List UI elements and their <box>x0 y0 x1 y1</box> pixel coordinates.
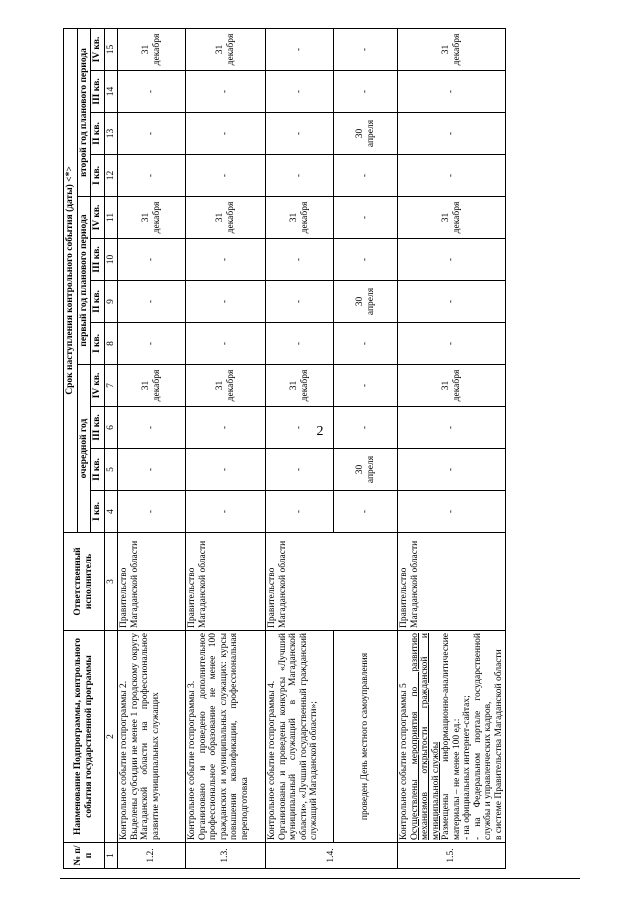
row-number: 1.3. <box>186 843 266 869</box>
deadline-cell: - <box>118 491 186 533</box>
column-number: 6 <box>104 407 118 449</box>
deadline-cell: - <box>266 113 334 155</box>
deadline-cell: - <box>186 449 266 491</box>
deadline-cell: 31 декабря <box>398 28 506 70</box>
event-title: Контрольное событие госпрограммы 5 <box>399 683 409 840</box>
deadline-cell: - <box>186 281 266 323</box>
event-text: Организовано и проведено дополнительное профессиональное образование не менее 100 гражданских и муниципальных служащих: курсы повышения квалификации, профессиональная переподготовка <box>197 633 250 840</box>
column-number: 3 <box>104 533 118 631</box>
quarter-header: II кв. <box>91 281 105 323</box>
deadline-cell: - <box>398 491 506 533</box>
deadline-cell: 31 декабря <box>186 28 266 70</box>
deadline-cell: - <box>266 28 334 70</box>
column-number: 14 <box>104 71 118 113</box>
quarter-header: II кв. <box>91 113 105 155</box>
deadline-cell: - <box>334 71 398 113</box>
header-name: Наименование Подпрограммы, контрольного события государственной программы <box>64 631 105 843</box>
deadline-cell: - <box>398 449 506 491</box>
deadline-cell: 31 декабря <box>186 197 266 239</box>
quarter-header: III кв. <box>91 407 105 449</box>
event-text: - на официальных интернет-сайтах; <box>462 695 472 840</box>
quarter-header: I кв. <box>91 155 105 197</box>
deadline-cell: - <box>118 239 186 281</box>
deadline-cell: - <box>266 281 334 323</box>
event-description <box>398 631 506 843</box>
row-number: 1.5. <box>398 843 506 869</box>
quarter-header: IV кв. <box>91 365 105 407</box>
deadline-cell: 31 декабря <box>266 197 334 239</box>
quarter-header: I кв. <box>91 323 105 365</box>
deadline-cell: - <box>186 113 266 155</box>
bottom-rule <box>60 878 580 879</box>
deadline-cell: - <box>118 281 186 323</box>
deadline-cell: - <box>334 197 398 239</box>
deadline-cell: 30 апреля <box>334 281 398 323</box>
header-num: № п/п <box>64 843 105 869</box>
executor: Правительство Магаданской области <box>186 533 266 631</box>
deadline-cell: - <box>398 239 506 281</box>
deadline-cell: - <box>334 365 398 407</box>
deadline-cell: - <box>398 323 506 365</box>
column-number-row <box>104 28 118 868</box>
column-number: 9 <box>104 281 118 323</box>
deadline-cell: - <box>398 407 506 449</box>
deadline-cell: 30 апреля <box>334 449 398 491</box>
column-number: 15 <box>104 28 118 70</box>
deadline-cell: - <box>398 155 506 197</box>
deadline-cell: - <box>398 113 506 155</box>
deadline-cell: - <box>118 155 186 197</box>
row-number: 1.4. <box>266 843 398 869</box>
deadline-cell: - <box>118 113 186 155</box>
event-title: Контрольное событие госпрограммы 2. <box>119 680 129 840</box>
page-number: 2 <box>316 424 324 439</box>
column-number: 4 <box>104 491 118 533</box>
deadline-cell: - <box>334 239 398 281</box>
deadline-cell: 31 декабря <box>186 365 266 407</box>
event-description <box>266 631 334 843</box>
deadline-cell: - <box>398 281 506 323</box>
deadline-cell: - <box>334 323 398 365</box>
column-number: 5 <box>104 449 118 491</box>
deadline-cell: - <box>266 239 334 281</box>
column-number: 13 <box>104 113 118 155</box>
deadline-cell: - <box>186 239 266 281</box>
quarter-header: IV кв. <box>91 28 105 70</box>
landscape-page <box>63 29 504 869</box>
deadline-cell: 30 апреля <box>334 113 398 155</box>
event-description <box>186 631 266 843</box>
column-number: 7 <box>104 365 118 407</box>
deadline-cell: - <box>186 323 266 365</box>
deadline-cell: - <box>266 323 334 365</box>
deadline-cell: - <box>118 323 186 365</box>
quarter-header: IV кв. <box>91 197 105 239</box>
event-text: Выделены субсидии не менее 1 городскому округу Магаданской области на профессиональное развитие муниципальных служащих <box>129 633 161 840</box>
executor: Правительство Магаданской области <box>266 533 398 631</box>
deadline-cell: 31 декабря <box>266 365 334 407</box>
deadline-cell: - <box>118 71 186 113</box>
deadline-cell: - <box>398 71 506 113</box>
table-row <box>186 28 266 868</box>
event-text: в системе Правительства Магаданской области <box>493 649 504 840</box>
row-number: 1.2. <box>118 843 186 869</box>
control-events-table <box>63 28 506 869</box>
event-title: Контрольное событие госпрограммы 3. <box>187 680 197 840</box>
column-number: 11 <box>104 197 118 239</box>
deadline-cell: 31 декабря <box>118 365 186 407</box>
executor: Правительство Магаданской области <box>118 533 186 631</box>
deadline-cell: - <box>334 491 398 533</box>
event-text: Осуществлены мероприятия по развитию механизмов открытости гражданской и муниципальной службы <box>409 633 441 840</box>
header-executor: Ответственный исполнитель <box>64 533 105 631</box>
event-title: Контрольное событие госпрограммы 4. <box>267 680 277 840</box>
quarter-header: III кв. <box>91 239 105 281</box>
deadline-cell: - <box>186 155 266 197</box>
deadline-cell: - <box>186 407 266 449</box>
table-row <box>266 28 334 868</box>
executor: Правительство Магаданской области <box>398 533 506 631</box>
deadline-cell: - <box>186 71 266 113</box>
deadline-cell: - <box>266 449 334 491</box>
event-text: Размещены информационно-аналитические материалы – не менее 100 ед.: <box>441 633 462 840</box>
column-number: 10 <box>104 239 118 281</box>
column-number: 8 <box>104 323 118 365</box>
event-description <box>118 631 186 843</box>
deadline-cell: - <box>334 407 398 449</box>
deadline-cell: - <box>266 71 334 113</box>
deadline-cell: - <box>186 491 266 533</box>
deadline-cell: 31 декабря <box>398 365 506 407</box>
header-deadline: Срок наступления контрольного события (даты) <*> <box>64 28 78 532</box>
event-text: - на Федеральном портале государственной службы и управленческих кадров, <box>472 633 493 840</box>
deadline-cell: 31 декабря <box>118 197 186 239</box>
column-number: 12 <box>104 155 118 197</box>
quarter-header: I кв. <box>91 491 105 533</box>
deadline-cell: - <box>118 449 186 491</box>
deadline-cell: - <box>334 155 398 197</box>
column-number: 2 <box>104 631 118 843</box>
deadline-cell: - <box>266 155 334 197</box>
event-text: Организованы и проведены конкурсы «Лучший муниципальный служащий в Магаданской области», «Лучший государственный гражданский служащий Магаданской области»; <box>277 633 319 840</box>
deadline-cell: - <box>266 407 334 449</box>
table-row <box>118 28 186 868</box>
header-year-2: первый год планового периода <box>77 197 91 365</box>
column-number: 1 <box>104 843 118 869</box>
deadline-cell: - <box>266 491 334 533</box>
table-row <box>334 28 398 868</box>
header-year-3: второй год планового периода <box>77 28 91 196</box>
header-year-1: очередной год <box>77 365 91 533</box>
deadline-cell: 31 декабря <box>118 28 186 70</box>
deadline-cell: 31 декабря <box>398 197 506 239</box>
deadline-cell: - <box>334 28 398 70</box>
table-row <box>398 28 506 868</box>
deadline-cell: - <box>118 407 186 449</box>
quarter-header: III кв. <box>91 71 105 113</box>
event-text-2: проведен День местного самоуправления <box>334 631 398 843</box>
quarter-header: II кв. <box>91 449 105 491</box>
